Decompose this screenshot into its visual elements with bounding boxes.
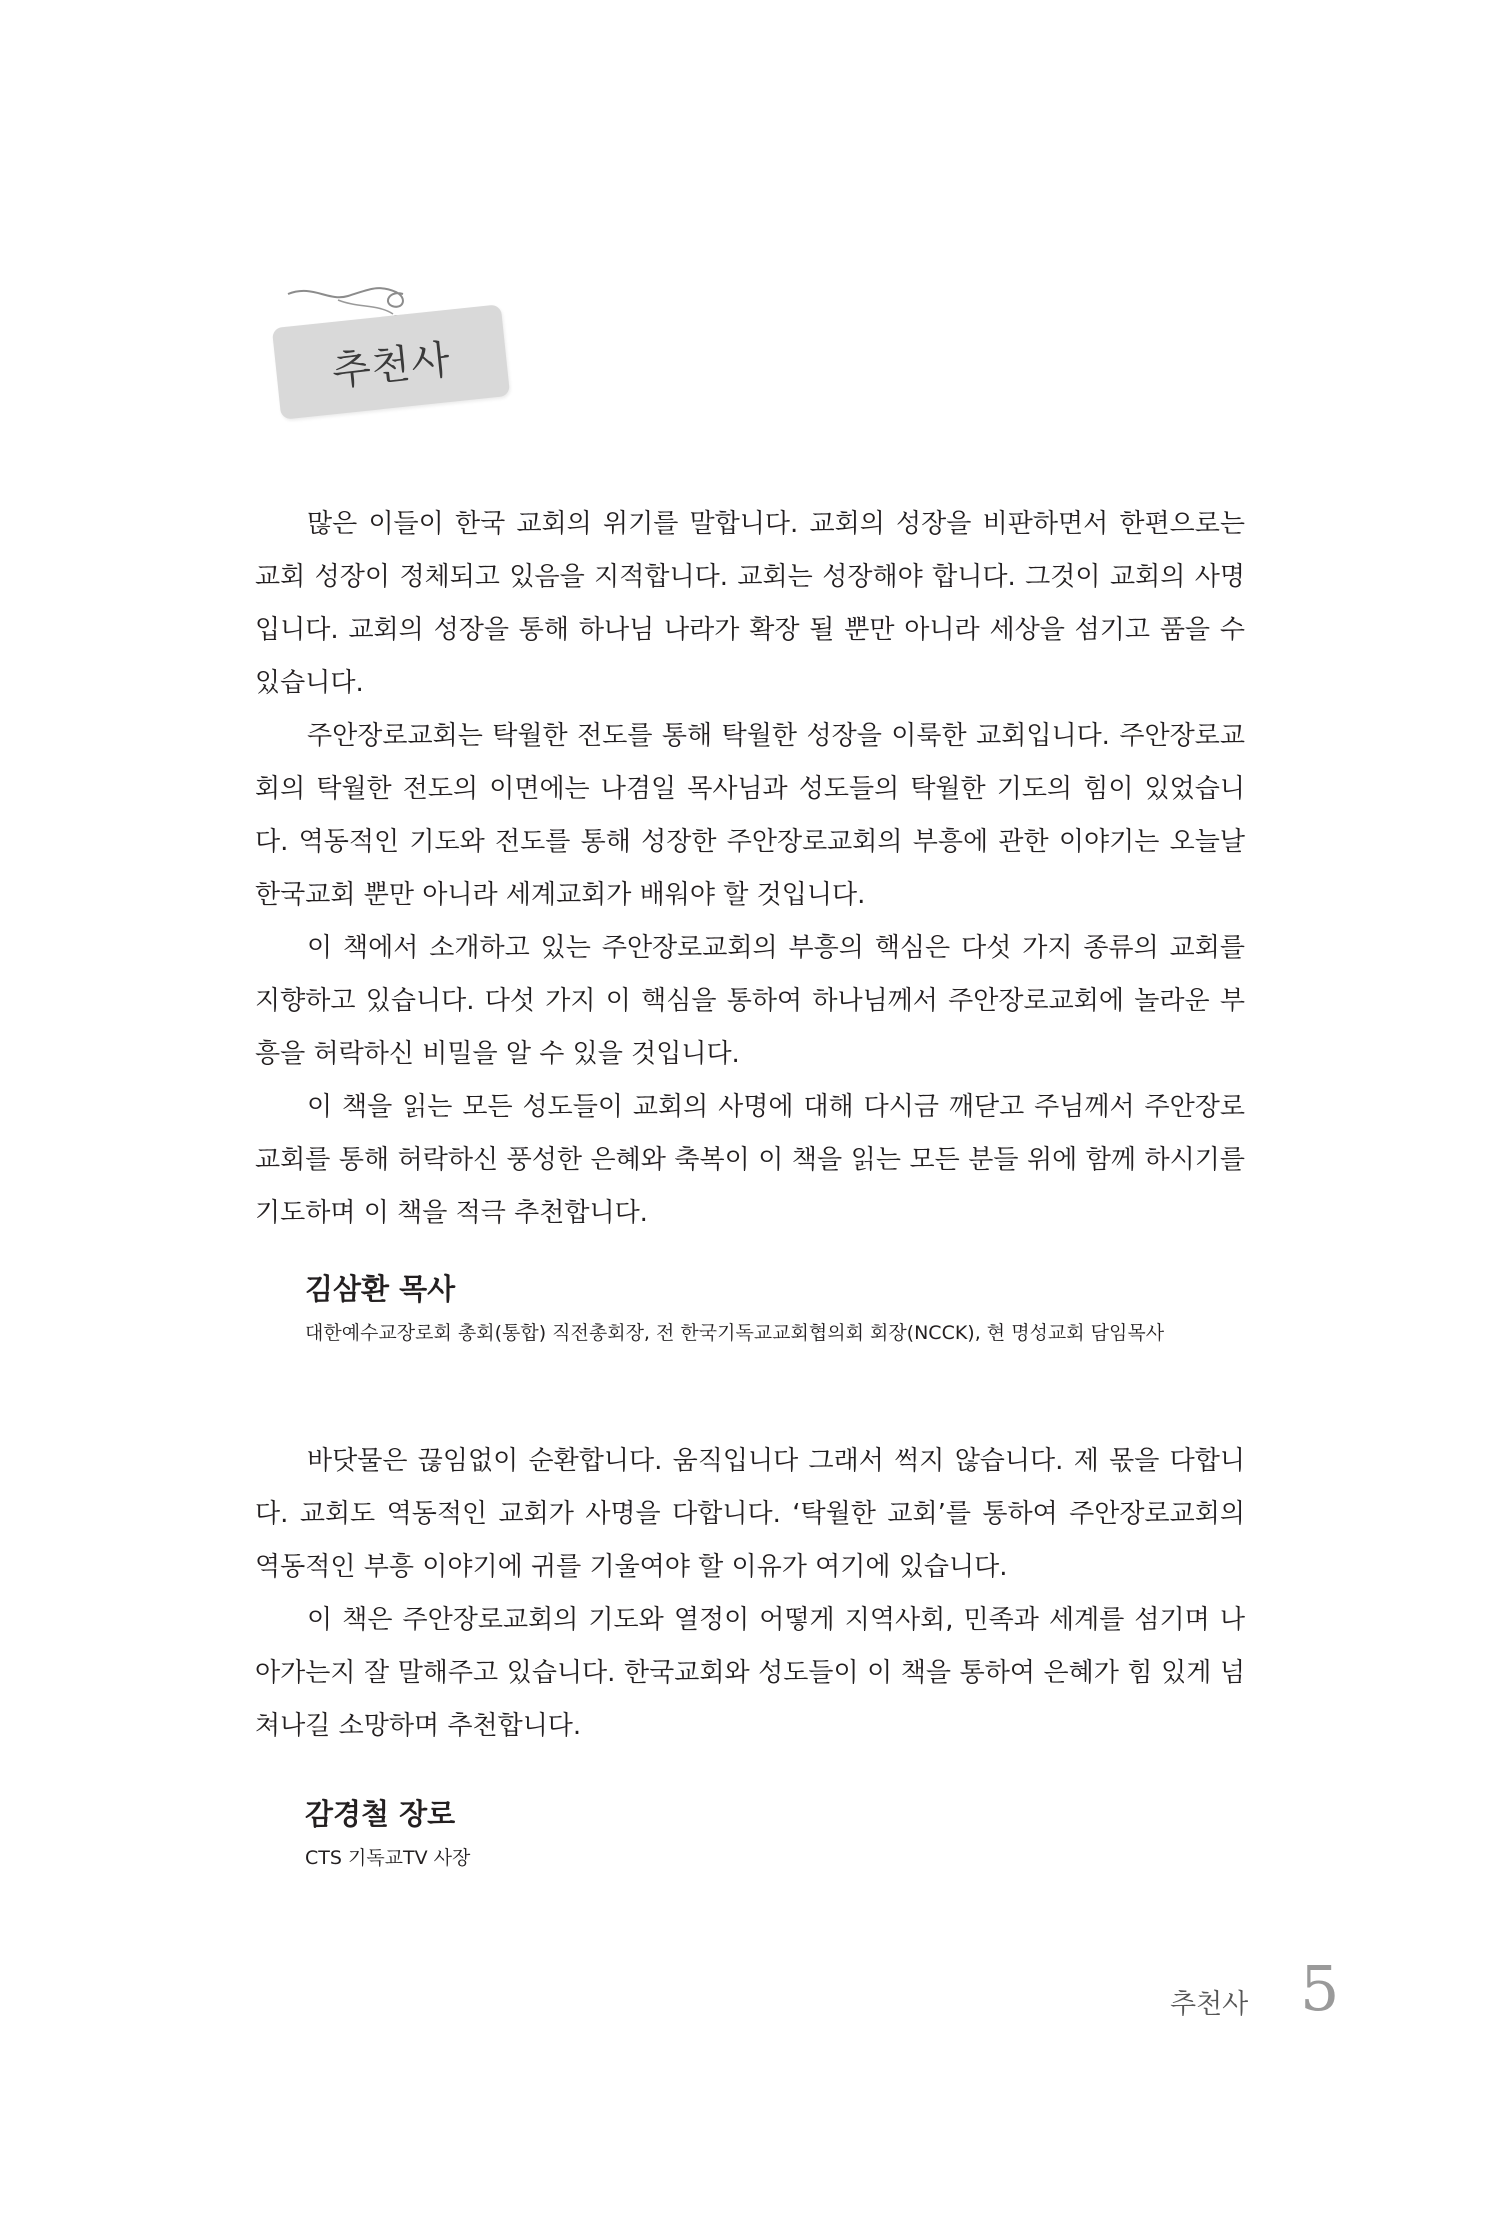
- paragraph: 많은 이들이 한국 교회의 위기를 말합니다. 교회의 성장을 비판하면서 한편으로는 교회 성장이 정체되고 있음을 지적합니다. 교회는 성장해야 합니다. 그것이 교회의 사명입니다. 교회의 성장을 통해 하나님 나라가 확장 될 뿐만 아니라 세상을 섬기고 품을 수 있습니다.: [255, 509, 1245, 698]
- recommendation-section-1: [255, 498, 1245, 1240]
- author-name: 감경철 장로: [305, 1797, 456, 1831]
- paragraph: 바닷물은 끊임없이 순환합니다. 움직입니다 그래서 썩지 않습니다. 제 몫을 다합니다. 교회도 역동적인 교회가 사명을 다합니다. ‘탁월한 교회’를 통하여 주안장로교회의 역동적인 부흥 이야기에 귀를 기울여야 할 이유가 여기에 있습니다.: [255, 1446, 1245, 1582]
- paragraph: 이 책을 읽는 모든 성도들이 교회의 사명에 대해 다시금 깨닫고 주님께서 주안장로교회를 통해 허락하신 풍성한 은혜와 축복이 이 책을 읽는 모든 분들 위에 함께 하시기를 기도하며 이 책을 적극 추천합니다.: [255, 1092, 1245, 1228]
- tag-title: 추천사: [329, 336, 453, 395]
- section-tag: [268, 280, 518, 420]
- author-title: CTS 기독교TV 사장: [305, 1847, 471, 1869]
- paragraph: 이 책은 주안장로교회의 기도와 열정이 어떻게 지역사회, 민족과 세계를 섬기며 나아가는지 잘 말해주고 있습니다. 한국교회와 성도들이 이 책을 통하여 은혜가 힘 있게 넘쳐나길 소망하며 추천합니다.: [255, 1605, 1245, 1741]
- running-footer: 추천사: [1170, 1989, 1249, 2020]
- author-title: 대한예수교장로회 총회(통합) 직전총회장, 전 한국기독교교회협의회 회장(NCCK), 현 명성교회 담임목사: [305, 1322, 1165, 1344]
- recommendation-section-2: [255, 1435, 1245, 1753]
- paragraph: 이 책에서 소개하고 있는 주안장로교회의 부흥의 핵심은 다섯 가지 종류의 교회를 지향하고 있습니다. 다섯 가지 이 핵심을 통하여 하나님께서 주안장로교회에 놀라운 부흥을 허락하신 비밀을 알 수 있을 것입니다.: [255, 933, 1245, 1069]
- author-name: 김삼환 목사: [305, 1272, 456, 1306]
- paragraph: 주안장로교회는 탁월한 전도를 통해 탁월한 성장을 이룩한 교회입니다. 주안장로교회의 탁월한 전도의 이면에는 나겸일 목사님과 성도들의 탁월한 기도의 힘이 있었습니다. 역동적인 기도와 전도를 통해 성장한 주안장로교회의 부흥에 관한 이야기는 오늘날 한국교회 뿐만 아니라 세계교회가 배워야 할 것입니다.: [255, 721, 1245, 910]
- page-number: 5: [1300, 1952, 1340, 2025]
